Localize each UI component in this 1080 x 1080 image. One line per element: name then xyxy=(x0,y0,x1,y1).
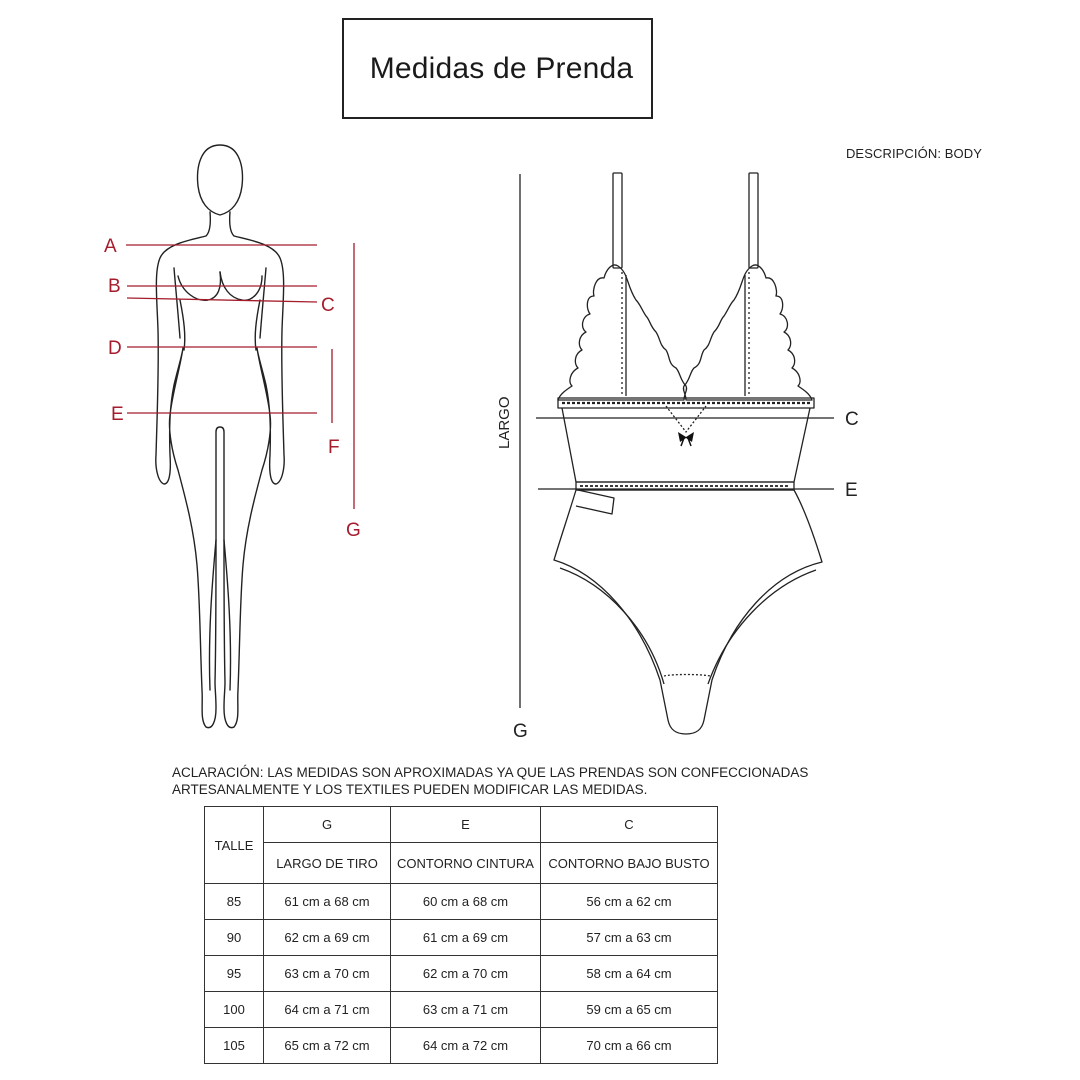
bow-icon xyxy=(678,432,694,442)
label-c: C xyxy=(321,295,335,316)
garment-label-e: E xyxy=(845,480,858,501)
col-code-c: C xyxy=(541,807,718,843)
row-c-value: 70 cm a 66 cm xyxy=(541,1028,718,1064)
size-header: TALLE xyxy=(205,807,264,884)
label-g: G xyxy=(346,520,361,541)
row-c-value: 56 cm a 62 cm xyxy=(541,884,718,920)
right-inner-arm xyxy=(260,268,266,338)
row-g-value: 65 cm a 72 cm xyxy=(264,1028,391,1064)
strap-left xyxy=(613,173,622,268)
leg-edge-left xyxy=(560,568,664,684)
body-silhouette xyxy=(156,145,284,728)
body-measure-lines xyxy=(126,243,354,509)
col-name-g: LARGO DE TIRO xyxy=(264,843,391,884)
label-e: E xyxy=(111,404,124,425)
table-row xyxy=(205,920,718,956)
row-size: 100 xyxy=(205,992,264,1028)
table-row xyxy=(205,884,718,920)
col-name-e: CONTORNO CINTURA xyxy=(391,843,541,884)
size-table xyxy=(204,806,718,1064)
label-d: D xyxy=(108,338,122,359)
care-label xyxy=(576,490,614,514)
garment-measure-labels xyxy=(496,396,859,742)
row-c-value: 59 cm a 65 cm xyxy=(541,992,718,1028)
col-code-e: E xyxy=(391,807,541,843)
disclaimer xyxy=(172,764,812,798)
row-g-value: 64 cm a 71 cm xyxy=(264,992,391,1028)
label-f: F xyxy=(328,437,340,458)
row-g-value: 62 cm a 69 cm xyxy=(264,920,391,956)
cup-right xyxy=(683,265,812,400)
torso-left xyxy=(180,300,185,350)
midsection xyxy=(562,408,810,482)
disclaimer-line-1: ACLARACIÓN: LAS MEDIDAS SON APROXIMADAS YA QUE LAS PRENDAS SON CONFECCIONADAS xyxy=(172,765,809,780)
row-size: 95 xyxy=(205,956,264,992)
garment-bow xyxy=(678,432,694,446)
table-subheader-row xyxy=(205,843,718,884)
leg-edge-right xyxy=(708,570,816,684)
row-e-value: 64 cm a 72 cm xyxy=(391,1028,541,1064)
strap-right xyxy=(749,173,758,268)
row-g-value: 61 cm a 68 cm xyxy=(264,884,391,920)
head-outline xyxy=(198,145,243,215)
row-e-value: 61 cm a 69 cm xyxy=(391,920,541,956)
gusset xyxy=(664,675,710,677)
col-name-c: CONTORNO BAJO BUSTO xyxy=(541,843,718,884)
row-e-value: 60 cm a 68 cm xyxy=(391,884,541,920)
garment-measure-lines xyxy=(520,174,834,708)
row-g-value: 63 cm a 70 cm xyxy=(264,956,391,992)
table-row xyxy=(205,956,718,992)
row-c-value: 57 cm a 63 cm xyxy=(541,920,718,956)
row-size: 85 xyxy=(205,884,264,920)
torso-right xyxy=(255,300,260,350)
col-code-g: G xyxy=(264,807,391,843)
center-bow xyxy=(666,406,706,432)
page-title: Medidas de Prenda xyxy=(369,51,634,85)
row-e-value: 62 cm a 70 cm xyxy=(391,956,541,992)
garment-length-label: LARGO xyxy=(496,396,513,449)
table-row xyxy=(205,992,718,1028)
row-size: 105 xyxy=(205,1028,264,1064)
table-row xyxy=(205,1028,718,1064)
body-measure-labels xyxy=(104,236,361,541)
label-b: B xyxy=(108,276,121,297)
garment-description: DESCRIPCIÓN: BODY xyxy=(845,146,982,161)
disclaimer-line-2: ARTESANALMENTE Y LOS TEXTILES PUEDEN MODIFICAR LAS MEDIDAS. xyxy=(172,782,648,797)
lower-body xyxy=(554,490,822,734)
line-c xyxy=(127,298,317,302)
garment-label-g: G xyxy=(513,721,528,742)
row-size: 90 xyxy=(205,920,264,956)
garment-drawing xyxy=(554,173,822,734)
row-c-value: 58 cm a 64 cm xyxy=(541,956,718,992)
row-e-value: 63 cm a 71 cm xyxy=(391,992,541,1028)
label-a: A xyxy=(104,236,117,257)
garment-label-c: C xyxy=(845,409,859,430)
table-header-row xyxy=(205,807,718,843)
